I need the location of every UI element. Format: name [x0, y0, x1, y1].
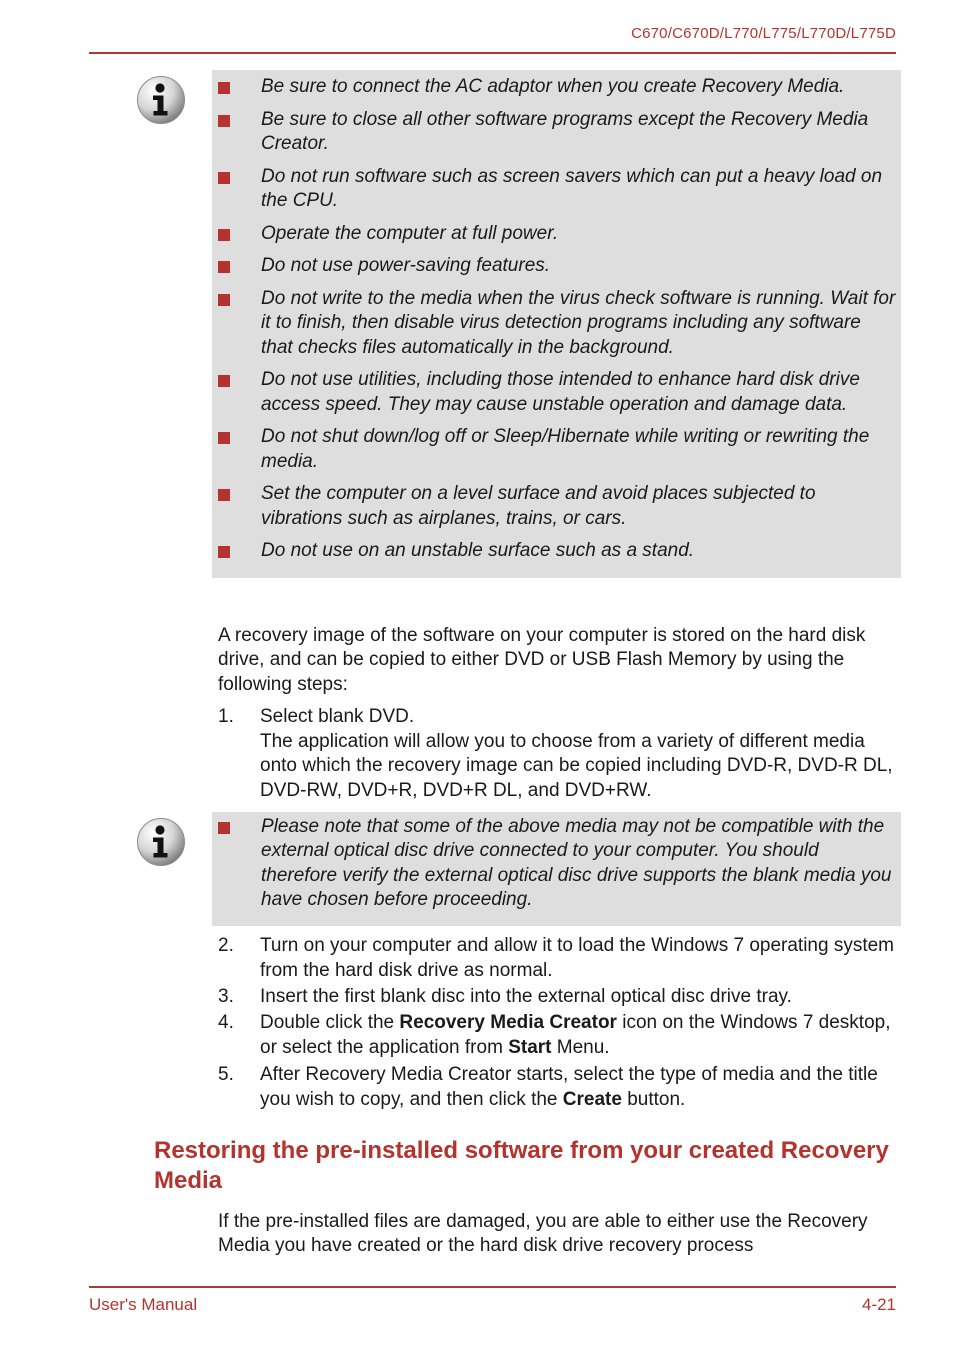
- header-model: C670/C670D/L770/L775/L770D/L775D: [631, 25, 896, 42]
- note-item: Do not use on an unstable surface such as a stand.: [212, 539, 901, 563]
- bullet-icon: [218, 432, 230, 444]
- step-number: 1.: [218, 706, 234, 727]
- footer-title: User's Manual: [89, 1295, 198, 1314]
- step-text: Insert the first blank disc into the external optical disc drive tray.: [260, 986, 792, 1007]
- step-number: 5.: [218, 1064, 234, 1085]
- step-2: [218, 934, 898, 983]
- step-text: Double click the Recovery Media Creator icon on the Windows 7 desktop, or select the application from Start Menu.: [260, 1012, 891, 1058]
- bullet-icon: [218, 375, 230, 387]
- note-item: Be sure to close all other software programs except the Recovery Media Creator.: [212, 108, 901, 157]
- header-rule: [89, 52, 896, 54]
- bullet-icon: [218, 82, 230, 94]
- bullet-icon: [218, 546, 230, 558]
- step-number: 2.: [218, 935, 234, 956]
- ui-term: Start: [508, 1036, 552, 1058]
- note-item: Be sure to connect the AC adaptor when you create Recovery Media.: [212, 75, 901, 99]
- step-title: Select blank DVD.: [260, 706, 415, 727]
- step-text: After Recovery Media Creator starts, select the type of media and the title you wish to copy, and then click the Create button.: [260, 1064, 878, 1110]
- bullet-icon: [218, 115, 230, 127]
- bullet-icon: [218, 172, 230, 184]
- step-number: 3.: [218, 986, 234, 1007]
- step-5: [218, 1063, 898, 1112]
- note-item: Do not run software such as screen savers which can put a heavy load on the CPU.: [212, 165, 901, 214]
- section-paragraph: If the pre-installed files are damaged, you are able to either use the Recovery Media you have created or the hard disk drive recovery process: [218, 1211, 868, 1257]
- ui-term: Recovery Media Creator: [399, 1012, 617, 1033]
- note-item: Set the computer on a level surface and avoid places subjected to vibrations such as airplanes, trains, or cars.: [212, 482, 901, 531]
- footer-rule: [89, 1286, 896, 1288]
- step-detail: The application will allow you to choose from a variety of different media onto which the recovery image can be copied including DVD-R, DVD-R DL, DVD-RW, DVD+R, DVD+R DL, and DVD+RW.: [260, 730, 893, 801]
- bullet-icon: [218, 261, 230, 273]
- step-3: [218, 985, 898, 1010]
- bullet-icon: [218, 489, 230, 501]
- bullet-icon: [218, 294, 230, 306]
- page-number: 4-21: [861, 1295, 896, 1314]
- intro-paragraph: A recovery image of the software on your computer is stored on the hard disk drive, and can be copied to either DVD or USB Flash Memory by using the following steps:: [218, 625, 866, 695]
- note-item: Do not shut down/log off or Sleep/Hibernate while writing or rewriting the media.: [212, 425, 901, 474]
- info-icon: [136, 75, 186, 125]
- bullet-icon: [218, 822, 230, 834]
- note-item: Please note that some of the above media may not be compatible with the external optical disc drive connected to your computer. You should therefore verify the external optical disc drive supports the blank media you have chosen before proceeding.: [212, 815, 901, 913]
- step-4: [218, 1011, 898, 1060]
- note-box-1: [212, 70, 901, 578]
- note-item: Do not use power-saving features.: [212, 254, 901, 278]
- ui-term: Create: [562, 1088, 622, 1110]
- step-1: [218, 705, 898, 803]
- step-text: Turn on your computer and allow it to load the Windows 7 operating system from the hard disk drive as normal.: [260, 935, 895, 981]
- bullet-icon: [218, 229, 230, 241]
- step-number: 4.: [218, 1012, 234, 1033]
- note-item: Operate the computer at full power.: [212, 222, 901, 246]
- info-icon: [136, 817, 186, 867]
- note-item: Do not use utilities, including those intended to enhance hard disk drive access speed. They may cause unstable operation and damage data.: [212, 368, 901, 417]
- section-heading: Restoring the pre-installed software from your created Recovery Media: [154, 1137, 889, 1194]
- note-item: Do not write to the media when the virus check software is running. Wait for it to finish, then disable virus detection programs including any software that checks files automatically in the background.: [212, 287, 901, 360]
- note-box-2: [212, 812, 901, 926]
